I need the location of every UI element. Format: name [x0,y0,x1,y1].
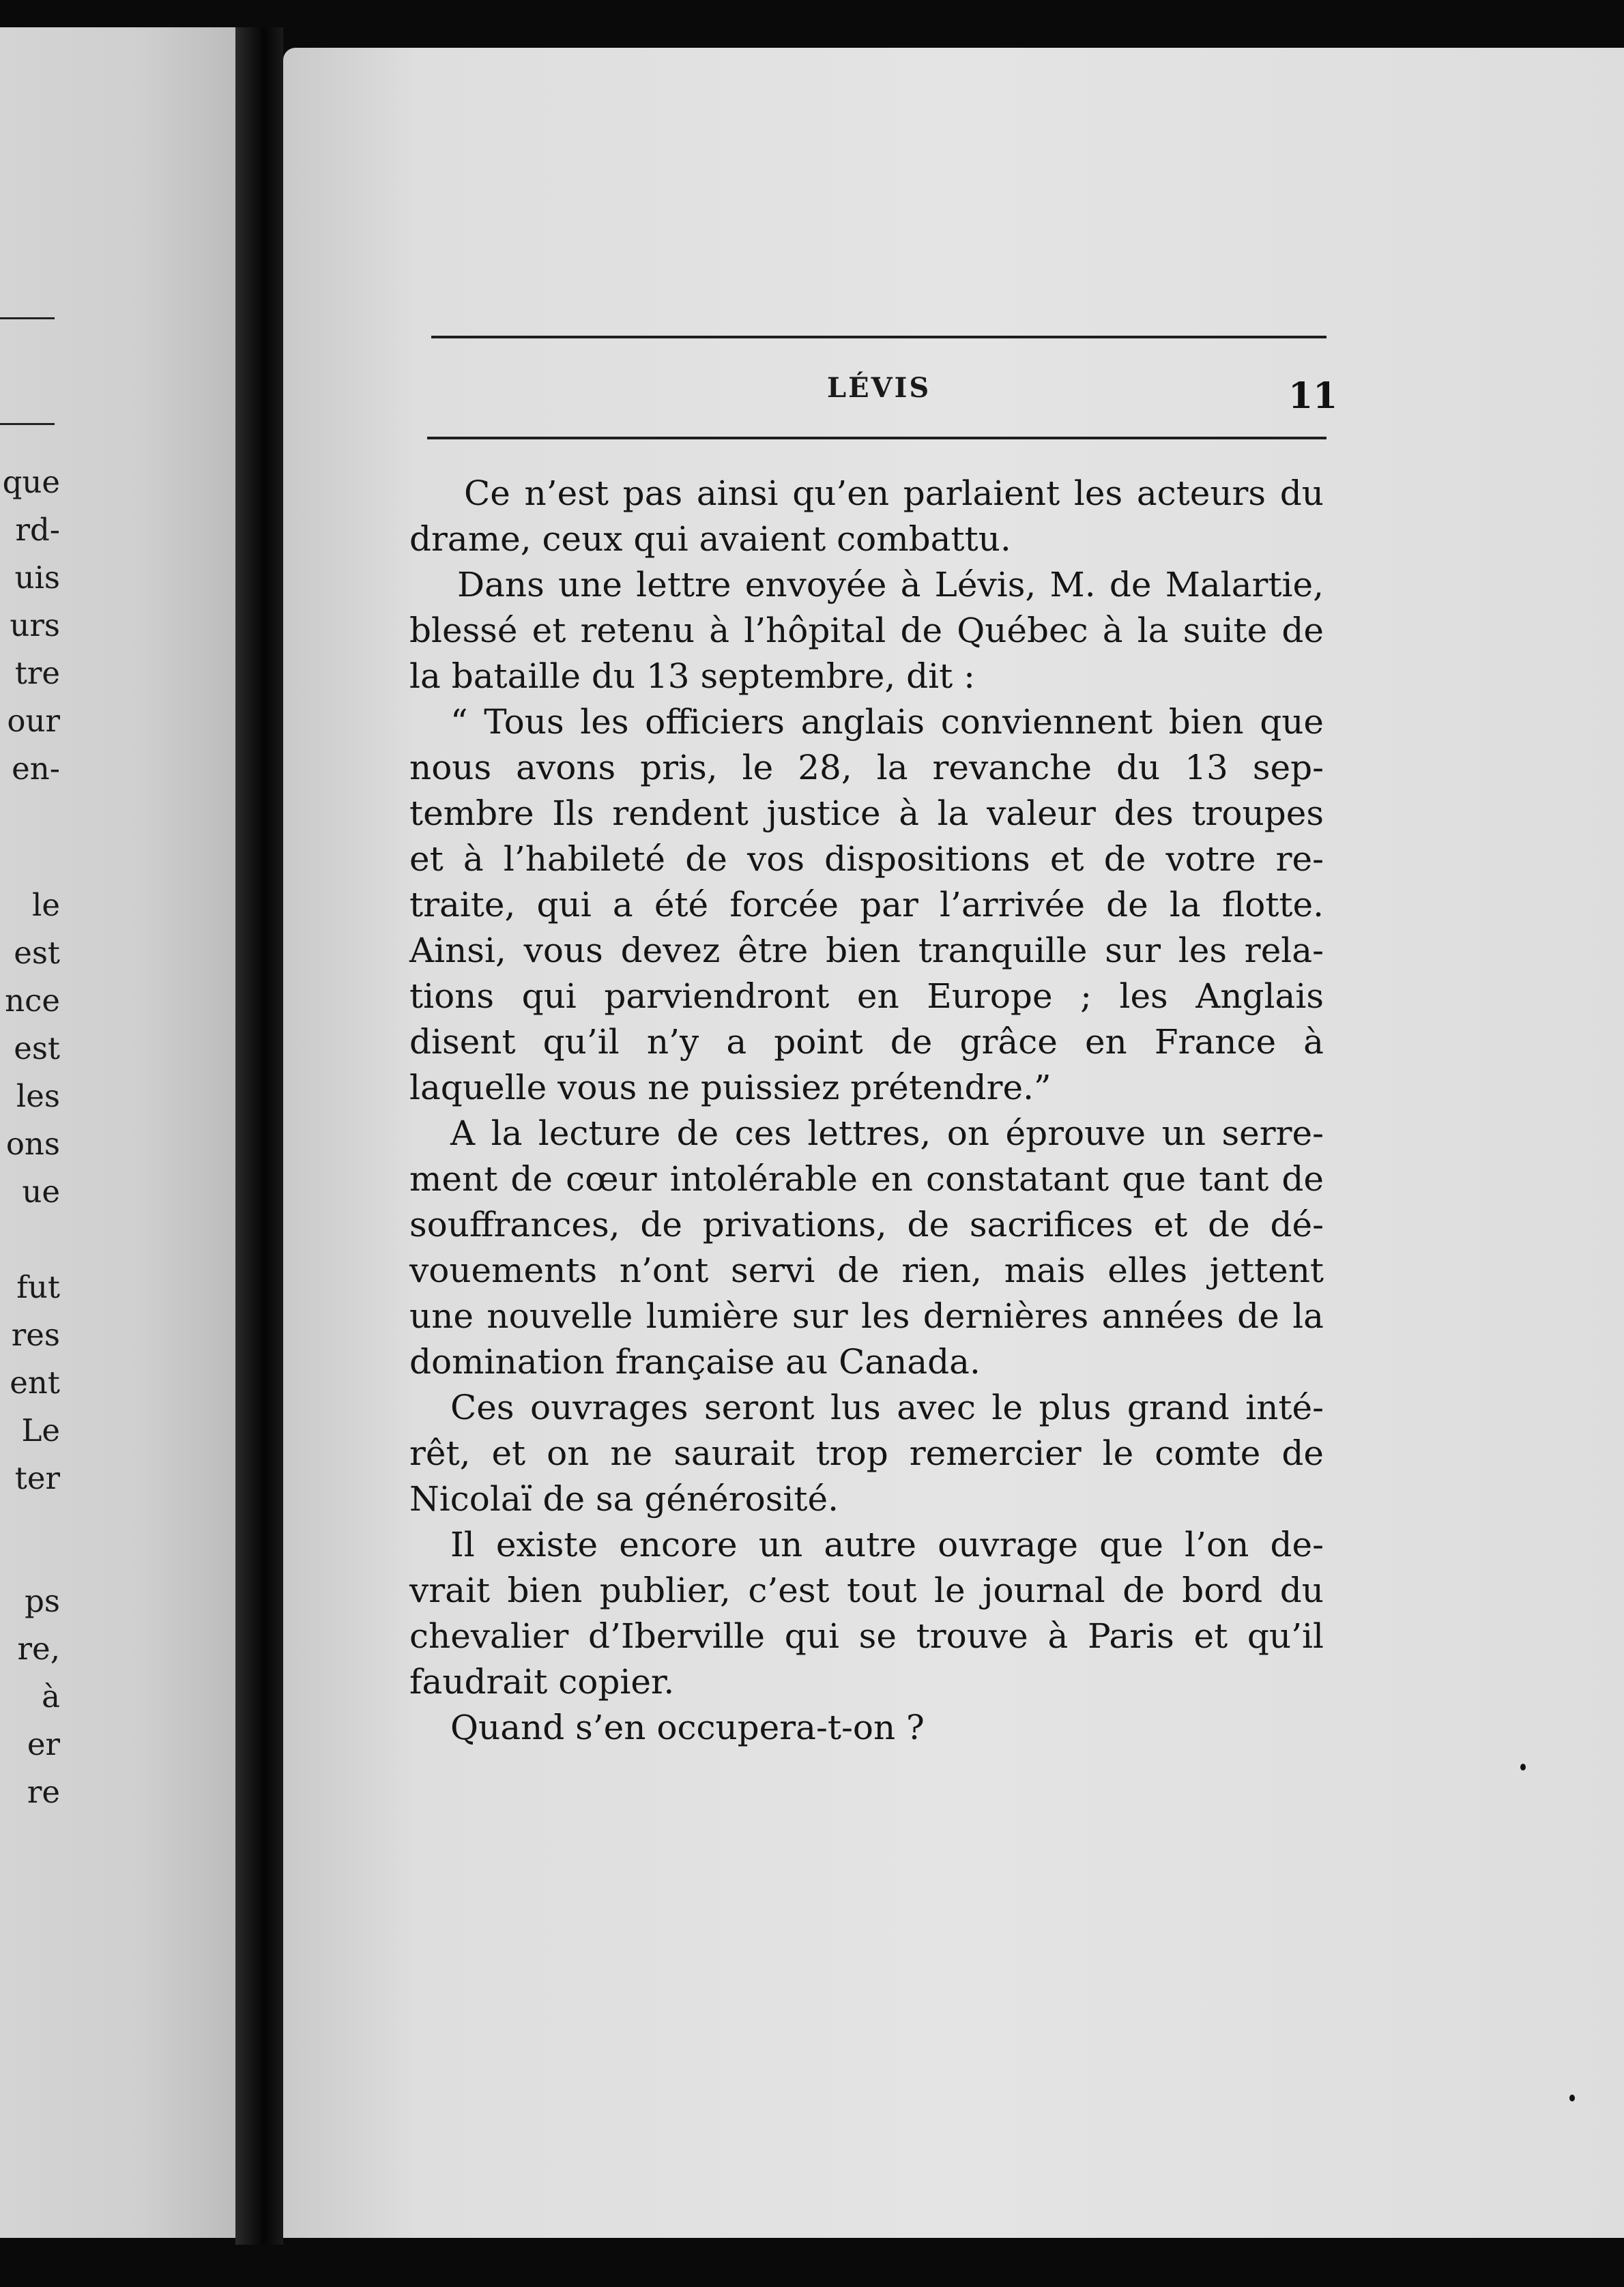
text-line: Dans une lettre envoyée à Lévis, M. de Malartie, [457,565,1324,604]
left-page-fragment: Le [21,1412,60,1448]
text-line: Quand s’en occupera-t-on ? [450,1708,925,1747]
left-page-fragment: est [14,935,60,971]
text-line: vouements n’ont servi de rien, mais elles jettent [409,1251,1324,1290]
left-page-fragment: ue [22,1174,60,1210]
text-line: nous avons pris, le 28, la revanche du 13 sep- [409,748,1324,787]
left-page-fragment: ter [14,1460,60,1496]
left-page-fragment: our [7,703,60,739]
left-page-fragment: res [11,1317,60,1353]
page-number: 11 [1288,375,1338,417]
left-page-fragment: est [14,1030,60,1066]
text-line: faudrait copier. [409,1662,675,1702]
left-page-fragment: ons [5,1126,60,1162]
left-page-fragment: ps [25,1583,60,1619]
text-line: souffrances, de privations, de sacrifices et de dé- [409,1205,1324,1244]
text-line: drame, ceux qui avaient combattu. [409,519,1011,559]
text-line: laquelle vous ne puissiez prétendre.” [409,1068,1052,1107]
left-page-fragment: tre [14,655,60,691]
left-page-fragment: ent [10,1365,60,1401]
text-line: domination française au Canada. [409,1342,981,1382]
left-page-fragment: er [27,1726,60,1762]
text-line: A la lecture de ces lettres, on éprouve un serre- [450,1113,1324,1153]
left-page-fragment: rd- [15,512,60,548]
text-line: blessé et retenu à l’hôpital de Québec à la suite de [409,611,1324,650]
left-page-fragment: le [31,887,60,923]
left-page-fragment: à [42,1678,60,1715]
left-page-rule [0,423,55,425]
text-line: et à l’habileté de vos dispositions et de votre re- [409,839,1324,879]
text-line: la bataille du 13 septembre, dit : [409,656,975,696]
text-line: “ Tous les officiers anglais conviennent bien que [450,702,1324,742]
text-line: une nouvelle lumière sur les dernières années de la [409,1296,1324,1336]
text-line: Ce n’est pas ainsi qu’en parlaient les acteurs du [464,474,1324,513]
left-page-fragment: urs [10,607,60,643]
text-line: tions qui parviendront en Europe ; les Anglais [409,976,1324,1016]
running-title: LÉVIS [827,372,931,404]
text-line: tembre Ils rendent justice à la valeur des troupes [409,793,1324,833]
left-page-fragment: uis [14,559,60,596]
page-body-text [409,471,1324,1751]
text-line: rêt, et on ne saurait trop remercier le comte de [409,1433,1324,1473]
text-line: ment de cœur intolérable en constatant que tant de [409,1159,1324,1199]
left-page-fragment: que [2,464,60,500]
book-gutter [235,27,283,2245]
left-page-fragment: fut [16,1269,60,1305]
left-page-fragment: re [27,1774,60,1810]
text-line: Nicolaï de sa générosité. [409,1479,839,1519]
text-line: Ainsi, vous devez être bien tranquille sur les rela- [409,931,1324,970]
text-line: chevalier d’Iberville qui se trouve à Paris et qu’il [409,1616,1324,1656]
header-top-rule [431,336,1326,338]
text-line: disent qu’il n’y a point de grâce en France à [409,1022,1324,1062]
left-page-fragment: les [16,1078,60,1114]
left-page-fragment: nce [5,982,60,1019]
text-line: Ces ouvrages seront lus avec le plus grand inté- [450,1388,1324,1427]
text-line: traite, qui a été forcée par l’arrivée de la flotte. [409,885,1324,924]
left-page-fragment: re, [17,1631,60,1667]
left-page-fragment: en- [12,751,60,787]
print-speck [1520,1764,1526,1771]
left-page-rule [0,317,55,319]
print-speck [1569,2095,1575,2101]
left-page [0,27,235,2238]
text-line: vrait bien publier, c’est tout le journal de bord du [409,1571,1324,1610]
text-line: Il existe encore un autre ouvrage que l’on de- [450,1525,1324,1564]
header-bottom-rule [427,437,1326,439]
